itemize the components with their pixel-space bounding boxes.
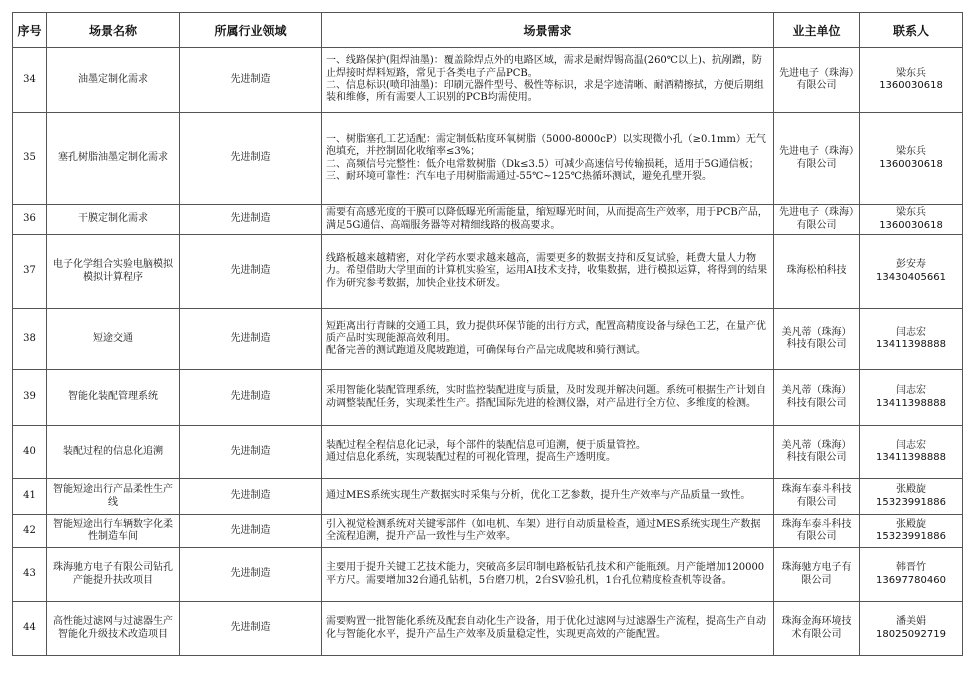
row-scenario-name: 智能短途出行产品柔性生产线 [47,479,180,515]
contact-phone: 1360030618 [879,219,943,231]
row-scenario-name: 干膜定制化需求 [47,205,180,235]
row-no: 43 [13,548,47,602]
contact-name: 彭安寿 [896,259,926,271]
table-row [13,602,963,656]
table-row [13,548,963,602]
row-owner: 美凡蒂（珠海）科技有限公司 [774,426,860,479]
row-no: 36 [13,205,47,235]
scenario-table [12,12,963,656]
contact-name: 梁东兵 [896,67,926,79]
row-industry: 先进制造 [180,235,322,309]
contact-name: 张殿旋 [896,484,926,496]
row-contact [860,370,963,426]
requirement-line: 通过信息化系统，实现装配过程的可视化管理，提高生产透明度。 [326,452,616,463]
requirement-line: 短距离出行青睐的交通工具，致力提供环保节能的出行方式，配置高精度设备与绿色工艺，在量产优质产品时实现能源高效利用。 [326,320,766,344]
requirement-line: 采用智能化装配管理系统，实时监控装配进度与质量，及时发现并解决问题。系统可根据生产计划自动调整装配任务，实现柔性生产。搭配国际先进的检测仪器，对产品进行全方位、多维度的检测。 [326,385,766,409]
row-scenario-name: 油墨定制化需求 [47,48,180,113]
row-requirement [322,370,774,426]
row-scenario-name: 塞孔树脂油墨定制化需求 [47,113,180,205]
row-scenario-name: 装配过程的信息化追溯 [47,426,180,479]
contact-phone: 13411398888 [876,452,946,463]
row-owner: 珠海驰方电子有限公司 [774,548,860,602]
row-contact [860,235,963,309]
row-contact [860,48,963,113]
row-contact [860,205,963,235]
contact-name: 闫志宏 [896,385,926,397]
header-contact: 联系人 [860,13,963,48]
header-requirement: 场景需求 [322,13,774,48]
row-requirement [322,602,774,656]
contact-phone: 13430405661 [876,271,946,283]
contact-phone: 15323991886 [876,496,946,508]
table-row [13,113,963,205]
contact-name: 梁东兵 [896,146,926,158]
row-owner: 珠海松柏科技 [774,235,860,309]
row-industry: 先进制造 [180,370,322,426]
row-no: 41 [13,479,47,515]
row-requirement [322,309,774,370]
table-row [13,235,963,309]
row-owner: 美凡蒂（珠海）科技有限公司 [774,370,860,426]
table-row [13,426,963,479]
row-requirement [322,48,774,113]
row-contact [860,309,963,370]
row-owner: 珠海车泰斗科技有限公司 [774,515,860,548]
contact-phone: 15323991886 [876,531,946,542]
row-no: 37 [13,235,47,309]
row-industry: 先进制造 [180,309,322,370]
row-contact [860,479,963,515]
table-row [13,479,963,515]
contact-phone: 18025092719 [876,628,946,640]
header-industry: 所属行业领域 [180,13,322,48]
requirement-line: 一、树脂塞孔工艺适配：需定制低粘度环氧树脂（5000-8000cP）以实现微小孔（≥0.1mm）无气泡填充，并控制固化收缩率≤3%； [326,133,766,158]
row-scenario-name: 高性能过滤网与过滤器生产智能化升级技术改造项目 [47,602,180,656]
row-industry: 先进制造 [180,205,322,235]
row-requirement [322,515,774,548]
contact-name: 闫志宏 [896,439,926,451]
row-industry: 先进制造 [180,48,322,113]
contact-phone: 1360030618 [879,80,943,91]
table-body [13,48,963,656]
requirement-line: 引入视觉检测系统对关键零部件（如电机、车架）进行自动质量检查，通过MES系统实现生产数据全流程追溯，提升产品一致性与生产效率。 [326,518,761,542]
contact-phone: 13411398888 [876,339,946,350]
row-no: 40 [13,426,47,479]
row-no: 34 [13,48,47,113]
row-requirement [322,205,774,235]
row-no: 38 [13,309,47,370]
row-owner: 珠海车泰斗科技有限公司 [774,479,860,515]
row-contact [860,426,963,479]
row-scenario-name: 珠海驰方电子有限公司钻孔产能提升扶改项目 [47,548,180,602]
row-no: 39 [13,370,47,426]
row-industry: 先进制造 [180,479,322,515]
row-owner: 美凡蒂（珠海）科技有限公司 [774,309,860,370]
contact-phone: 13411398888 [876,397,946,409]
row-scenario-name: 智能化装配管理系统 [47,370,180,426]
row-owner: 先进电子（珠海）有限公司 [774,205,860,235]
row-owner: 先进电子（珠海）有限公司 [774,113,860,205]
row-requirement [322,479,774,515]
header-no: 序号 [13,13,47,48]
requirement-line: 需要购置一批智能化系统及配套自动化生产设备，用于优化过滤网与过滤器生产流程，提高生产自动化与智能化水平，提升产品生产效率及质量稳定性，实现更高效的产能配置。 [326,616,766,640]
table-row [13,515,963,548]
requirement-line: 三、耐环境可靠性：汽车电子用树脂需通过-55℃~125℃热循环测试，避免孔壁开裂。 [326,170,712,182]
row-industry: 先进制造 [180,602,322,656]
requirement-line: 通过MES系统实现生产数据实时采集与分析，优化工艺参数，提升生产效率与产品质量一致性。 [326,490,751,502]
row-requirement [322,235,774,309]
contact-name: 梁东兵 [896,207,926,219]
contact-name: 张殿旋 [896,518,926,530]
row-requirement [322,426,774,479]
requirement-line: 需要有高感光度的干膜可以降低曝光所需能量，缩短曝光时间，从而提高生产效率，用于PCB产品，满足5G通信、高端服务器等对精细线路的极高要求。 [326,207,768,231]
contact-phone: 13697780460 [876,574,946,586]
header-scenario-name: 场景名称 [47,13,180,48]
requirement-line: 装配过程全程信息化记录，每个部件的装配信息可追溯，便于质量管控。 [326,439,646,451]
row-contact [860,548,963,602]
row-owner: 先进电子（珠海）有限公司 [774,48,860,113]
row-contact [860,602,963,656]
row-contact [860,515,963,548]
row-owner: 珠海金海环境技术有限公司 [774,602,860,656]
scenario-table-page [12,12,962,656]
row-industry: 先进制造 [180,548,322,602]
table-row [13,205,963,235]
row-scenario-name: 智能短途出行车辆数字化柔性制造车间 [47,515,180,548]
row-no: 42 [13,515,47,548]
contact-name: 韩晋竹 [896,562,926,574]
requirement-line: 线路板越来越精密，对化学药水要求越来越高，需要更多的数据支持和反复试验，耗费大量人力物力。希望借助大学里面的计算机实验室，运用AI技术支持，收集数据，进行模拟运算，将得到的结果作为研究参考数据，加快企业技术研发。 [326,253,768,289]
requirement-line: 主要用于提升关键工艺技术能力，突破高多层印制电路板钻孔技术和产能瓶颈。月产能增加120000平方尺。需要增加32台通孔钻机，5台磨刀机，2台SV验孔机，1台孔位精度检查机等设备。 [326,562,765,586]
row-industry: 先进制造 [180,426,322,479]
row-industry: 先进制造 [180,113,322,205]
row-contact [860,113,963,205]
row-requirement [322,113,774,205]
contact-phone: 1360030618 [879,158,943,170]
table-row [13,370,963,426]
row-scenario-name: 短途交通 [47,309,180,370]
row-scenario-name: 电子化学组合实验电脑模拟模拟计算程序 [47,235,180,309]
requirement-line: 一、线路保护(阻焊油墨)：覆盖除焊点外的电路区域，需求是耐焊锡高温(260℃以上)、抗剐蹭，防止焊接时焊料短路，常见于各类电子产品PCB。 [326,55,762,79]
requirement-line: 配备完善的测试跑道及爬坡跑道，可确保每台产品完成爬坡和骑行测试。 [326,345,646,357]
contact-name: 闫志宏 [896,326,926,338]
requirement-line: 二、信息标识(喷印油墨)：印刷元器件型号、极性等标识，求是字迹清晰、耐酒精擦拭，方便后期组装和维修，所有需要人工识别的PCB均需使用。 [326,80,764,104]
table-header-row [13,13,963,48]
row-industry: 先进制造 [180,515,322,548]
header-owner: 业主单位 [774,13,860,48]
row-requirement [322,548,774,602]
table-row [13,48,963,113]
row-no: 35 [13,113,47,205]
table-row [13,309,963,370]
requirement-line: 二、高频信号完整性：低介电常数树脂（Dk≤3.5）可减少高速信号传输损耗，适用于5G通信板； [326,158,759,170]
contact-name: 潘美娟 [896,616,926,628]
row-no: 44 [13,602,47,656]
